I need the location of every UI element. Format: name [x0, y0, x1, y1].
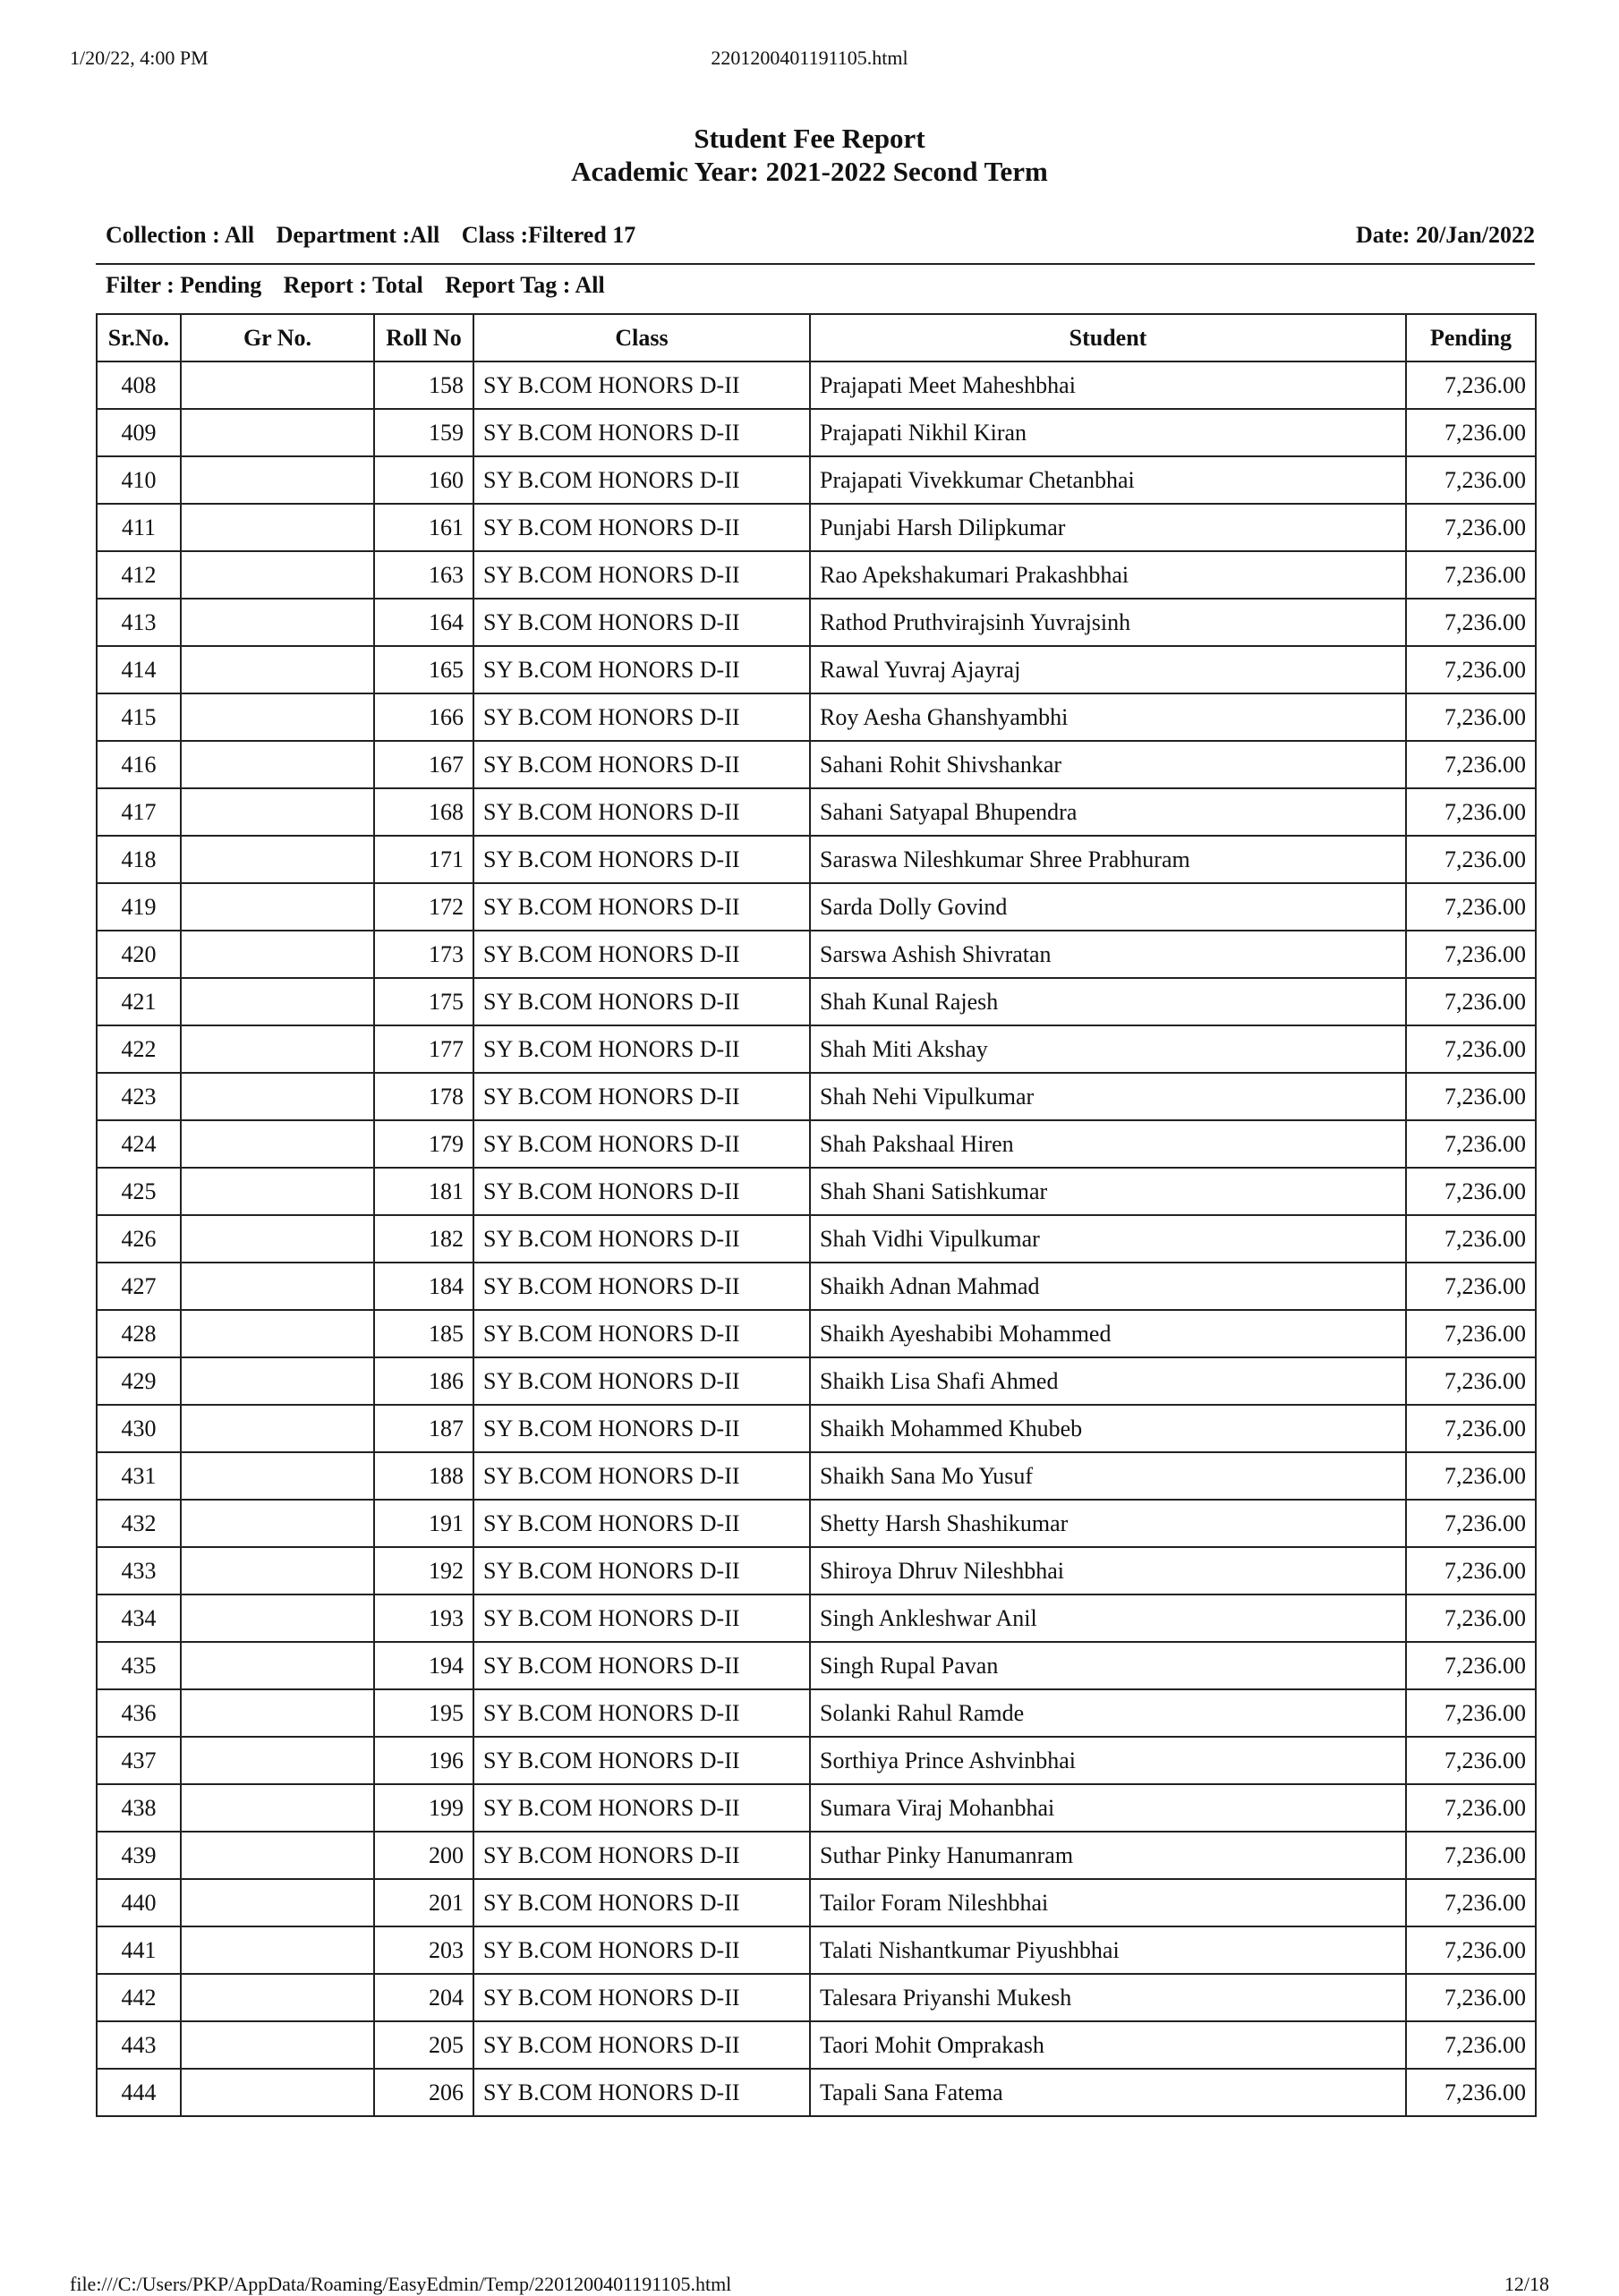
cell-class: SY B.COM HONORS D-II: [473, 1215, 810, 1263]
cell-rollno: 166: [374, 693, 473, 741]
cell-rollno: 168: [374, 788, 473, 836]
cell-student: Sahani Rohit Shivshankar: [810, 741, 1406, 788]
table-row: [97, 646, 1536, 693]
cell-srno: 440: [97, 1879, 181, 1926]
cell-pending: 7,236.00: [1406, 883, 1536, 931]
cell-srno: 412: [97, 551, 181, 599]
cell-student: Shiroya Dhruv Nileshbhai: [810, 1547, 1406, 1594]
cell-student: Punjabi Harsh Dilipkumar: [810, 504, 1406, 551]
cell-class: SY B.COM HONORS D-II: [473, 1025, 810, 1073]
table-row: [97, 409, 1536, 456]
table-row: [97, 1926, 1536, 1974]
cell-class: SY B.COM HONORS D-II: [473, 931, 810, 978]
cell-student: Rawal Yuvraj Ajayraj: [810, 646, 1406, 693]
cell-rollno: 192: [374, 1547, 473, 1594]
report-tag-label: Report Tag : All: [445, 272, 605, 298]
table-row: [97, 2069, 1536, 2116]
cell-class: SY B.COM HONORS D-II: [473, 1073, 810, 1120]
report-type-label: Report : Total: [283, 272, 423, 298]
cell-srno: 438: [97, 1784, 181, 1832]
cell-student: Shaikh Lisa Shafi Ahmed: [810, 1357, 1406, 1405]
cell-pending: 7,236.00: [1406, 2021, 1536, 2069]
cell-rollno: 182: [374, 1215, 473, 1263]
cell-student: Taori Mohit Omprakash: [810, 2021, 1406, 2069]
table-row: [97, 883, 1536, 931]
cell-srno: 443: [97, 2021, 181, 2069]
cell-class: SY B.COM HONORS D-II: [473, 1642, 810, 1689]
table-row: [97, 551, 1536, 599]
cell-student: Shetty Harsh Shashikumar: [810, 1500, 1406, 1547]
cell-class: SY B.COM HONORS D-II: [473, 883, 810, 931]
cell-grno: [181, 1737, 374, 1784]
cell-pending: 7,236.00: [1406, 836, 1536, 883]
cell-pending: 7,236.00: [1406, 931, 1536, 978]
print-file-path: file:///C:/Users/PKP/AppData/Roaming/EasyEdmin/Temp/2201200401191105.html: [70, 2273, 732, 2295]
cell-grno: [181, 741, 374, 788]
cell-rollno: 200: [374, 1832, 473, 1879]
cell-grno: [181, 551, 374, 599]
cell-class: SY B.COM HONORS D-II: [473, 1405, 810, 1452]
cell-rollno: 177: [374, 1025, 473, 1073]
cell-student: Tapali Sana Fatema: [810, 2069, 1406, 2116]
table-row: [97, 1405, 1536, 1452]
cell-student: Shah Nehi Vipulkumar: [810, 1073, 1406, 1120]
col-header-grno: Gr No.: [181, 314, 374, 361]
cell-grno: [181, 409, 374, 456]
cell-pending: 7,236.00: [1406, 646, 1536, 693]
cell-student: Rao Apekshakumari Prakashbhai: [810, 551, 1406, 599]
cell-srno: 418: [97, 836, 181, 883]
cell-student: Roy Aesha Ghanshyambhi: [810, 693, 1406, 741]
cell-rollno: 163: [374, 551, 473, 599]
cell-class: SY B.COM HONORS D-II: [473, 1689, 810, 1737]
cell-pending: 7,236.00: [1406, 1689, 1536, 1737]
table-row: [97, 931, 1536, 978]
cell-student: Sumara Viraj Mohanbhai: [810, 1784, 1406, 1832]
cell-rollno: 173: [374, 931, 473, 978]
col-header-student: Student: [810, 314, 1406, 361]
cell-srno: 437: [97, 1737, 181, 1784]
cell-rollno: 178: [374, 1073, 473, 1120]
cell-grno: [181, 361, 374, 409]
cell-grno: [181, 456, 374, 504]
cell-class: SY B.COM HONORS D-II: [473, 1737, 810, 1784]
cell-class: SY B.COM HONORS D-II: [473, 1168, 810, 1215]
cell-rollno: 187: [374, 1405, 473, 1452]
cell-student: Tailor Foram Nileshbhai: [810, 1879, 1406, 1926]
cell-srno: 419: [97, 883, 181, 931]
cell-grno: [181, 646, 374, 693]
cell-student: Saraswa Nileshkumar Shree Prabhuram: [810, 836, 1406, 883]
cell-srno: 414: [97, 646, 181, 693]
cell-class: SY B.COM HONORS D-II: [473, 978, 810, 1025]
cell-class: SY B.COM HONORS D-II: [473, 1926, 810, 1974]
cell-class: SY B.COM HONORS D-II: [473, 1879, 810, 1926]
cell-grno: [181, 978, 374, 1025]
cell-pending: 7,236.00: [1406, 361, 1536, 409]
cell-student: Sarda Dolly Govind: [810, 883, 1406, 931]
cell-pending: 7,236.00: [1406, 1547, 1536, 1594]
cell-pending: 7,236.00: [1406, 2069, 1536, 2116]
print-filename: 2201200401191105.html: [711, 47, 908, 69]
table-row: [97, 2021, 1536, 2069]
cell-pending: 7,236.00: [1406, 1642, 1536, 1689]
page-number: 12/18: [1504, 2273, 1549, 2295]
cell-class: SY B.COM HONORS D-II: [473, 361, 810, 409]
cell-grno: [181, 1926, 374, 1974]
cell-class: SY B.COM HONORS D-II: [473, 1974, 810, 2021]
cell-grno: [181, 1879, 374, 1926]
cell-student: Sorthiya Prince Ashvinbhai: [810, 1737, 1406, 1784]
cell-grno: [181, 1120, 374, 1168]
cell-class: SY B.COM HONORS D-II: [473, 788, 810, 836]
table-row: [97, 1737, 1536, 1784]
cell-srno: 442: [97, 1974, 181, 2021]
cell-class: SY B.COM HONORS D-II: [473, 504, 810, 551]
cell-rollno: 193: [374, 1594, 473, 1642]
cell-student: Shah Kunal Rajesh: [810, 978, 1406, 1025]
cell-class: SY B.COM HONORS D-II: [473, 1547, 810, 1594]
cell-pending: 7,236.00: [1406, 1832, 1536, 1879]
cell-pending: 7,236.00: [1406, 788, 1536, 836]
cell-pending: 7,236.00: [1406, 1737, 1536, 1784]
cell-student: Prajapati Vivekkumar Chetanbhai: [810, 456, 1406, 504]
cell-grno: [181, 1642, 374, 1689]
cell-grno: [181, 1974, 374, 2021]
cell-rollno: 179: [374, 1120, 473, 1168]
cell-srno: 409: [97, 409, 181, 456]
cell-grno: [181, 1263, 374, 1310]
table-row: [97, 504, 1536, 551]
table-row: [97, 361, 1536, 409]
department-label: Department :All: [276, 222, 440, 248]
cell-pending: 7,236.00: [1406, 1168, 1536, 1215]
cell-pending: 7,236.00: [1406, 456, 1536, 504]
cell-grno: [181, 1547, 374, 1594]
cell-grno: [181, 504, 374, 551]
table-row: [97, 1452, 1536, 1500]
cell-grno: [181, 2069, 374, 2116]
cell-pending: 7,236.00: [1406, 693, 1536, 741]
cell-pending: 7,236.00: [1406, 1974, 1536, 2021]
cell-student: Solanki Rahul Ramde: [810, 1689, 1406, 1737]
table-row: [97, 1500, 1536, 1547]
cell-pending: 7,236.00: [1406, 1357, 1536, 1405]
cell-rollno: 194: [374, 1642, 473, 1689]
cell-pending: 7,236.00: [1406, 1594, 1536, 1642]
class-filter-label: Class :Filtered 17: [461, 222, 636, 248]
cell-rollno: 165: [374, 646, 473, 693]
cell-srno: 411: [97, 504, 181, 551]
cell-grno: [181, 788, 374, 836]
cell-pending: 7,236.00: [1406, 599, 1536, 646]
cell-grno: [181, 1168, 374, 1215]
table-row: [97, 599, 1536, 646]
cell-class: SY B.COM HONORS D-II: [473, 599, 810, 646]
cell-srno: 413: [97, 599, 181, 646]
cell-srno: 427: [97, 1263, 181, 1310]
cell-student: Talati Nishantkumar Piyushbhai: [810, 1926, 1406, 1974]
cell-rollno: 195: [374, 1689, 473, 1737]
cell-student: Shah Vidhi Vipulkumar: [810, 1215, 1406, 1263]
table-row: [97, 1025, 1536, 1073]
table-row: [97, 693, 1536, 741]
cell-srno: 426: [97, 1215, 181, 1263]
cell-grno: [181, 2021, 374, 2069]
filter-label: Filter : Pending: [106, 272, 262, 298]
cell-grno: [181, 836, 374, 883]
report-filter-row: [106, 272, 1535, 299]
cell-student: Talesara Priyanshi Mukesh: [810, 1974, 1406, 2021]
table-row: [97, 836, 1536, 883]
cell-grno: [181, 599, 374, 646]
cell-student: Sahani Satyapal Bhupendra: [810, 788, 1406, 836]
cell-class: SY B.COM HONORS D-II: [473, 741, 810, 788]
table-row: [97, 741, 1536, 788]
header-divider: [96, 263, 1535, 265]
cell-student: Singh Ankleshwar Anil: [810, 1594, 1406, 1642]
table-row: [97, 978, 1536, 1025]
cell-class: SY B.COM HONORS D-II: [473, 1263, 810, 1310]
cell-pending: 7,236.00: [1406, 1452, 1536, 1500]
cell-grno: [181, 1784, 374, 1832]
cell-pending: 7,236.00: [1406, 1405, 1536, 1452]
cell-student: Prajapati Nikhil Kiran: [810, 409, 1406, 456]
cell-class: SY B.COM HONORS D-II: [473, 1310, 810, 1357]
cell-student: Shaikh Ayeshabibi Mohammed: [810, 1310, 1406, 1357]
cell-grno: [181, 1594, 374, 1642]
cell-class: SY B.COM HONORS D-II: [473, 693, 810, 741]
cell-grno: [181, 883, 374, 931]
cell-srno: 423: [97, 1073, 181, 1120]
cell-rollno: 164: [374, 599, 473, 646]
cell-srno: 441: [97, 1926, 181, 1974]
cell-srno: 416: [97, 741, 181, 788]
cell-grno: [181, 931, 374, 978]
report-title-main: Student Fee Report: [694, 123, 925, 154]
table-row: [97, 1357, 1536, 1405]
cell-srno: 422: [97, 1025, 181, 1073]
cell-student: Rathod Pruthvirajsinh Yuvrajsinh: [810, 599, 1406, 646]
col-header-srno: Sr.No.: [97, 314, 181, 361]
cell-pending: 7,236.00: [1406, 1784, 1536, 1832]
report-title: [0, 122, 1619, 188]
cell-srno: 429: [97, 1357, 181, 1405]
table-row: [97, 1832, 1536, 1879]
cell-pending: 7,236.00: [1406, 1310, 1536, 1357]
table-row: [97, 1215, 1536, 1263]
table-row: [97, 1073, 1536, 1120]
cell-class: SY B.COM HONORS D-II: [473, 1784, 810, 1832]
table-row: [97, 1263, 1536, 1310]
cell-grno: [181, 1452, 374, 1500]
cell-student: Shah Miti Akshay: [810, 1025, 1406, 1073]
col-header-rollno: Roll No: [374, 314, 473, 361]
cell-pending: 7,236.00: [1406, 551, 1536, 599]
cell-class: SY B.COM HONORS D-II: [473, 836, 810, 883]
cell-rollno: 161: [374, 504, 473, 551]
cell-student: Shah Pakshaal Hiren: [810, 1120, 1406, 1168]
cell-class: SY B.COM HONORS D-II: [473, 1832, 810, 1879]
cell-pending: 7,236.00: [1406, 1215, 1536, 1263]
table-row: [97, 456, 1536, 504]
table-row: [97, 1594, 1536, 1642]
cell-grno: [181, 693, 374, 741]
cell-rollno: 199: [374, 1784, 473, 1832]
cell-srno: 435: [97, 1642, 181, 1689]
cell-rollno: 205: [374, 2021, 473, 2069]
cell-rollno: 185: [374, 1310, 473, 1357]
cell-student: Shaikh Mohammed Khubeb: [810, 1405, 1406, 1452]
cell-pending: 7,236.00: [1406, 1879, 1536, 1926]
fee-table: [96, 313, 1537, 2117]
cell-rollno: 158: [374, 361, 473, 409]
report-date: Date: 20/Jan/2022: [1355, 222, 1535, 248]
cell-srno: 410: [97, 456, 181, 504]
cell-srno: 432: [97, 1500, 181, 1547]
cell-pending: 7,236.00: [1406, 978, 1536, 1025]
cell-rollno: 201: [374, 1879, 473, 1926]
cell-srno: 439: [97, 1832, 181, 1879]
cell-class: SY B.COM HONORS D-II: [473, 1120, 810, 1168]
cell-pending: 7,236.00: [1406, 741, 1536, 788]
cell-grno: [181, 1215, 374, 1263]
cell-class: SY B.COM HONORS D-II: [473, 456, 810, 504]
cell-rollno: 181: [374, 1168, 473, 1215]
col-header-class: Class: [473, 314, 810, 361]
cell-grno: [181, 1832, 374, 1879]
cell-srno: 431: [97, 1452, 181, 1500]
cell-srno: 434: [97, 1594, 181, 1642]
print-footer: [70, 2273, 1549, 2296]
cell-student: Shah Shani Satishkumar: [810, 1168, 1406, 1215]
cell-srno: 436: [97, 1689, 181, 1737]
cell-srno: 408: [97, 361, 181, 409]
cell-grno: [181, 1025, 374, 1073]
cell-srno: 430: [97, 1405, 181, 1452]
cell-grno: [181, 1500, 374, 1547]
cell-srno: 421: [97, 978, 181, 1025]
report-info-row: [106, 222, 1535, 249]
cell-class: SY B.COM HONORS D-II: [473, 1594, 810, 1642]
cell-grno: [181, 1405, 374, 1452]
cell-student: Shaikh Adnan Mahmad: [810, 1263, 1406, 1310]
cell-pending: 7,236.00: [1406, 1025, 1536, 1073]
table-row: [97, 1642, 1536, 1689]
cell-class: SY B.COM HONORS D-II: [473, 551, 810, 599]
cell-class: SY B.COM HONORS D-II: [473, 646, 810, 693]
cell-rollno: 203: [374, 1926, 473, 1974]
cell-pending: 7,236.00: [1406, 1926, 1536, 1974]
table-row: [97, 788, 1536, 836]
cell-rollno: 167: [374, 741, 473, 788]
cell-class: SY B.COM HONORS D-II: [473, 1452, 810, 1500]
cell-grno: [181, 1357, 374, 1405]
cell-student: Sarswa Ashish Shivratan: [810, 931, 1406, 978]
cell-student: Prajapati Meet Maheshbhai: [810, 361, 1406, 409]
table-row: [97, 1784, 1536, 1832]
cell-rollno: 184: [374, 1263, 473, 1310]
cell-pending: 7,236.00: [1406, 1500, 1536, 1547]
table-row: [97, 1310, 1536, 1357]
cell-rollno: 159: [374, 409, 473, 456]
table-row: [97, 1689, 1536, 1737]
cell-rollno: 171: [374, 836, 473, 883]
cell-rollno: 196: [374, 1737, 473, 1784]
cell-pending: 7,236.00: [1406, 409, 1536, 456]
cell-class: SY B.COM HONORS D-II: [473, 2021, 810, 2069]
cell-class: SY B.COM HONORS D-II: [473, 1357, 810, 1405]
cell-grno: [181, 1689, 374, 1737]
table-header-row: [97, 314, 1536, 361]
cell-student: Suthar Pinky Hanumanram: [810, 1832, 1406, 1879]
table-row: [97, 1547, 1536, 1594]
cell-pending: 7,236.00: [1406, 1073, 1536, 1120]
table-row: [97, 1974, 1536, 2021]
cell-rollno: 172: [374, 883, 473, 931]
cell-pending: 7,236.00: [1406, 1263, 1536, 1310]
cell-class: SY B.COM HONORS D-II: [473, 1500, 810, 1547]
cell-srno: 433: [97, 1547, 181, 1594]
cell-srno: 417: [97, 788, 181, 836]
cell-class: SY B.COM HONORS D-II: [473, 409, 810, 456]
cell-grno: [181, 1310, 374, 1357]
cell-rollno: 206: [374, 2069, 473, 2116]
table-row: [97, 1120, 1536, 1168]
cell-rollno: 204: [374, 1974, 473, 2021]
cell-grno: [181, 1073, 374, 1120]
cell-srno: 444: [97, 2069, 181, 2116]
cell-srno: 424: [97, 1120, 181, 1168]
report-title-year: Academic Year: 2021-2022 Second Term: [571, 156, 1048, 187]
cell-rollno: 188: [374, 1452, 473, 1500]
print-datetime: 1/20/22, 4:00 PM: [70, 47, 209, 69]
col-header-pending: Pending: [1406, 314, 1536, 361]
cell-pending: 7,236.00: [1406, 1120, 1536, 1168]
cell-rollno: 160: [374, 456, 473, 504]
cell-rollno: 191: [374, 1500, 473, 1547]
cell-srno: 420: [97, 931, 181, 978]
cell-srno: 428: [97, 1310, 181, 1357]
cell-rollno: 175: [374, 978, 473, 1025]
table-row: [97, 1879, 1536, 1926]
cell-student: Singh Rupal Pavan: [810, 1642, 1406, 1689]
print-header: [70, 47, 1549, 73]
cell-rollno: 186: [374, 1357, 473, 1405]
collection-label: Collection : All: [106, 222, 255, 248]
cell-srno: 425: [97, 1168, 181, 1215]
table-row: [97, 1168, 1536, 1215]
cell-student: Shaikh Sana Mo Yusuf: [810, 1452, 1406, 1500]
cell-class: SY B.COM HONORS D-II: [473, 2069, 810, 2116]
cell-srno: 415: [97, 693, 181, 741]
cell-pending: 7,236.00: [1406, 504, 1536, 551]
